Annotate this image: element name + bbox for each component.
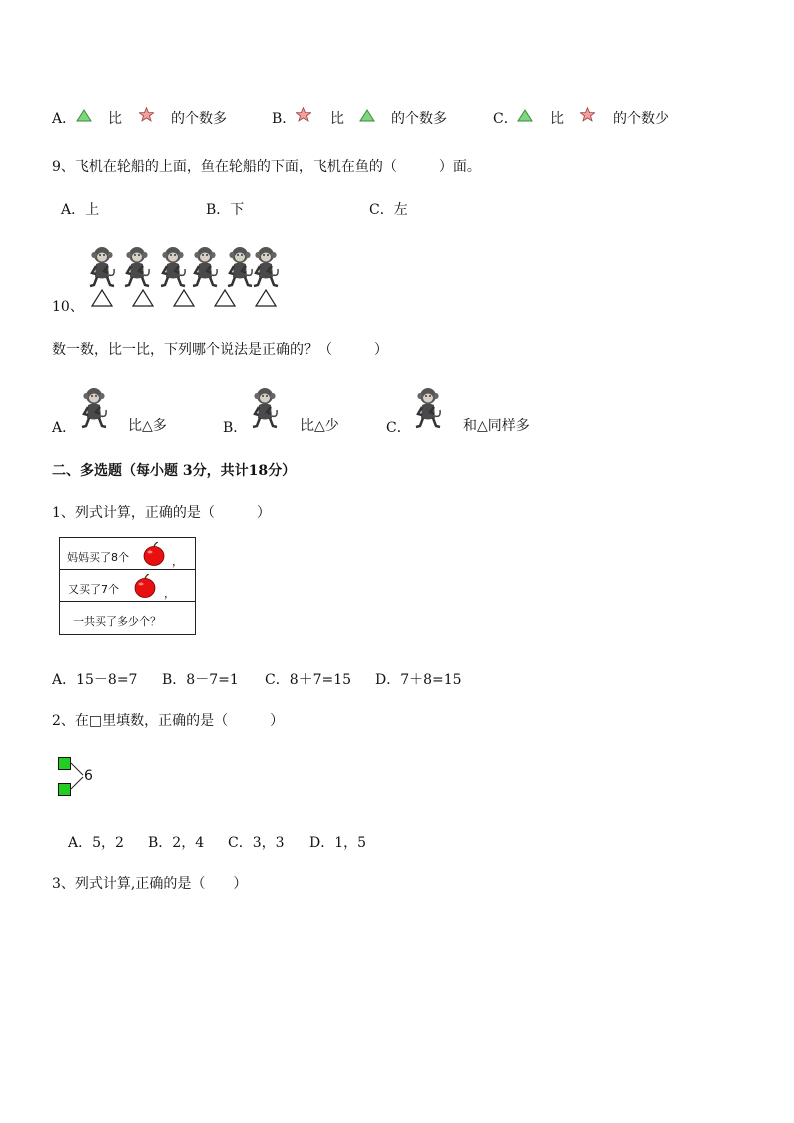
- triangle-outline-icon: [256, 290, 276, 306]
- mq1-option-a[interactable]: A．15－8=7: [52, 672, 138, 688]
- q9-option-b[interactable]: B．下: [206, 202, 245, 218]
- table-row-text: 一共买了多少个？: [73, 615, 161, 628]
- mq2-option-b[interactable]: B．2，4: [148, 835, 205, 851]
- q9-question: 9、飞机在轮船的上面，鱼在轮船的下面，飞机在鱼的（ ）面。: [52, 159, 481, 175]
- table-row-text: 又买了7个: [68, 583, 119, 596]
- star-icon: [296, 107, 311, 122]
- word-problem-table: [59, 537, 196, 635]
- triangle-outline-icon: [92, 290, 112, 306]
- mq1-option-b[interactable]: B．8－7=1: [162, 672, 239, 688]
- triangle-icon: [76, 109, 92, 122]
- section-heading: 二、多选题（每小题 3分，共计18分）: [52, 463, 297, 479]
- mq2-question: 2、在□里填数，正确的是（ ）: [52, 713, 285, 729]
- triangle-icon: [517, 109, 533, 122]
- monkey-icon: [161, 247, 185, 286]
- mq3-question: 3、列式计算,正确的是（ ）: [52, 876, 248, 892]
- answer-box-top[interactable]: [58, 757, 71, 770]
- q8-option-c-compare: 比: [550, 111, 564, 127]
- monkey-icon: [251, 387, 279, 429]
- q8-option-c-letter[interactable]: C．: [493, 111, 518, 127]
- comma: ，: [172, 555, 183, 568]
- q10-option-c-letter[interactable]: C．: [386, 420, 411, 436]
- triangle-outline-icon: [174, 290, 194, 306]
- apple-icon: [134, 574, 156, 598]
- monkey-icon: [193, 247, 217, 286]
- mq2-option-d[interactable]: D．1，5: [309, 835, 367, 851]
- triangle-outline-icon: [133, 290, 153, 306]
- monkey-icon: [125, 247, 149, 286]
- comma: ，: [164, 587, 175, 600]
- monkey-icon: [254, 247, 278, 286]
- q10-option-b-text: 比△少: [300, 418, 339, 434]
- triangle-icon: [359, 109, 375, 122]
- q8-option-c-tail: 的个数少: [613, 111, 669, 127]
- star-icon: [580, 107, 595, 122]
- table-row: [60, 538, 195, 570]
- answer-box-bottom[interactable]: [58, 783, 71, 796]
- apple-icon: [143, 542, 165, 566]
- number-bond-total: 6: [84, 768, 93, 784]
- q10-option-c-text: 和△同样多: [463, 418, 530, 434]
- q8-option-b-letter[interactable]: B．: [272, 111, 297, 127]
- monkey-icon: [90, 247, 114, 286]
- mq1-option-d[interactable]: D．7＋8=15: [375, 672, 462, 688]
- monkey-icon: [414, 387, 442, 429]
- table-row: [60, 602, 195, 634]
- monkey-row-figure: [84, 244, 284, 310]
- q10-option-a-text: 比△多: [128, 418, 167, 434]
- q8-option-b-tail: 的个数多: [391, 111, 447, 127]
- q9-option-a[interactable]: A．上: [61, 202, 100, 218]
- table-row: [60, 570, 195, 602]
- monkey-icon: [80, 387, 108, 429]
- mq1-question: 1、列式计算，正确的是（ ）: [52, 505, 271, 521]
- star-icon: [139, 107, 154, 122]
- q10-option-a-letter[interactable]: A．: [52, 420, 77, 436]
- mq1-option-c[interactable]: C．8＋7=15: [265, 672, 352, 688]
- q8-option-b-compare: 比: [330, 111, 344, 127]
- q10-option-b-letter[interactable]: B．: [223, 420, 248, 436]
- table-row-text: 妈妈买了8个: [67, 551, 129, 564]
- q8-option-a-letter[interactable]: A．: [52, 111, 77, 127]
- mq2-option-a[interactable]: A．5，2: [68, 835, 124, 851]
- monkey-icon: [228, 247, 252, 286]
- q9-option-c[interactable]: C．左: [369, 202, 408, 218]
- q8-option-a-tail: 的个数多: [171, 111, 227, 127]
- mq2-option-c[interactable]: C．3，3: [228, 835, 285, 851]
- triangle-outline-icon: [215, 290, 235, 306]
- q10-question: 数一数，比一比，下列哪个说法是正确的？（ ）: [52, 342, 388, 358]
- split-lines: [71, 760, 85, 792]
- q10-number: 10、: [52, 299, 84, 315]
- q8-option-a-compare: 比: [108, 111, 122, 127]
